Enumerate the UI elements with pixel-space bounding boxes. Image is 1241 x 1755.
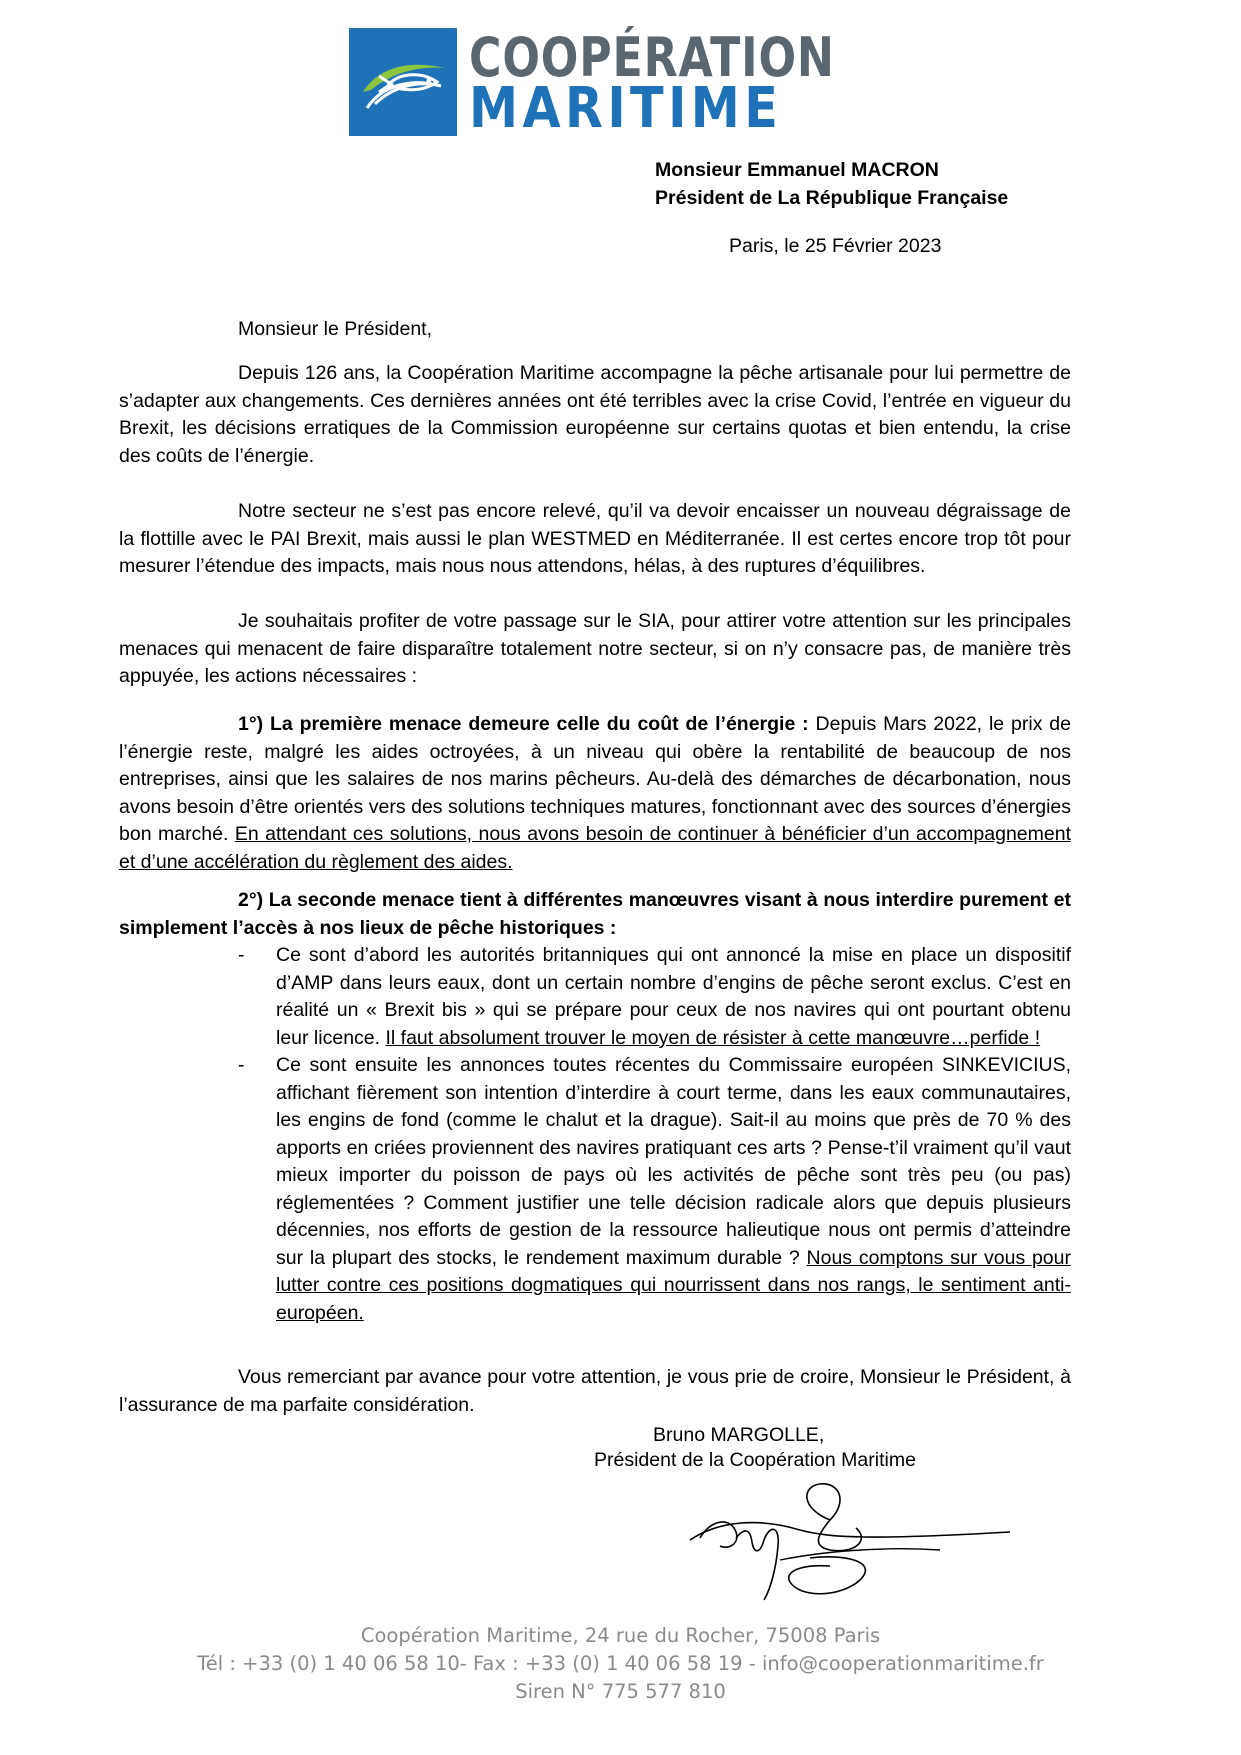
addressee-block — [655, 156, 1008, 212]
fish-logo-icon — [349, 28, 457, 136]
paragraph-1-text: Depuis 126 ans, la Coopération Maritime accompagne la pêche artisanale pour lui permettre de s’adapter aux changements. Ces dernières années ont été terribles avec la crise Covid, l’entrée en vigueur du Brexit, les décisions erratiques de la Commission européenne sur certains quotas et bien entendu, la crise des coûts de l’énergie. — [119, 362, 1071, 467]
addressee-name: Monsieur Emmanuel MACRON — [655, 159, 939, 181]
footer-siren: Siren N° 775 577 810 — [515, 1680, 726, 1703]
footer-address: Coopération Maritime, 24 rue du Rocher, 75008 Paris — [360, 1624, 881, 1647]
logo-text-line1: COOPÉRATION — [469, 26, 835, 89]
first-threat-text: Depuis Mars 2022, le prix de l’énergie reste, malgré les aides octroyées, à un niveau qui obère la rentabilité de beaucoup de nos entreprises, ainsi que les salaires de nos marins pêcheurs. Au-delà des démarches de décarbonation, nous avons besoin d’être orientés vers des solutions techniques matures, fonctionnant avec des sources d’énergies bon marché. — [119, 713, 1071, 845]
paragraph-4-text — [119, 711, 1071, 876]
handwritten-signature — [680, 1480, 1020, 1610]
paragraph-4 — [119, 711, 1071, 876]
paragraph-3 — [119, 608, 1071, 691]
paragraph-5 — [119, 887, 1071, 942]
list-item-2-underline: Nous comptons sur vous pour lutter contre ces positions dogmatiques qui nourrissent dans nos rangs, le sentiment anti-européen. — [276, 1246, 1071, 1324]
second-threat-heading — [119, 887, 1071, 942]
salutation: Monsieur le Président, — [238, 318, 433, 340]
list-item-2-text: Ce sont ensuite les annonces toutes récentes du Commissaire européen SINKEVICIUS, affichant fièrement son intention d’interdire à court terme, dans les eaux communautaires, les engins de fond (comme le chalut et la drague). Sait-il au moins que près de 70 % des apports en criées proviennent des navires pratiquant ces arts ? Pense-t’il vraiment qu’il vaut mieux importer du poisson de pays où les activités de pêche sont très peu (ou pas) réglementées ? Comment justifier une telle décision radicale alors que depuis plusieurs décennies, nos efforts de gestion de la ressource halieutique nous ont permis d’atteindre sur la plupart des stocks, le rendement maximum durable ? — [276, 1054, 1071, 1269]
second-threat-heading-text: 2°) La seconde menace tient à différentes manœuvres visant à nous interdire purement et simplement l’accès à nos lieux de pêche historiques : — [119, 889, 1071, 939]
first-threat-request: En attendant ces solutions, nous avons besoin de continuer à bénéficier d’un accompagnement et d’une accélération du règlement des aides. — [119, 823, 1072, 873]
list-item — [238, 942, 1071, 1052]
first-threat-heading: 1°) La première menace demeure celle du coût de l’énergie : — [238, 713, 809, 735]
paragraph-2-text: Notre secteur ne s’est pas encore relevé, qu’il va devoir encaisser un nouveau dégraissage de la flottille avec le PAI Brexit, mais aussi le plan WESTMED en Méditerranée. Il est certes encore trop tôt pour mesurer l’étendue des impacts, mais nous nous attendons, hélas, à des ruptures d’équilibres. — [119, 500, 1071, 577]
list-dash: - — [238, 944, 245, 966]
list-item — [238, 1052, 1071, 1327]
letterhead-footer — [0, 1622, 1241, 1706]
addressee-title: Président de La République Française — [655, 187, 1009, 209]
signer-name: Bruno MARGOLLE, — [653, 1424, 825, 1446]
company-logo — [349, 26, 835, 141]
closing-text: Vous remerciant par avance pour votre attention, je vous prie de croire, Monsieur le Président, à l’assurance de ma parfaite considération. — [119, 1366, 1071, 1416]
signer-role: Président de la Coopération Maritime — [594, 1449, 916, 1471]
letter-date: Paris, le 25 Février 2023 — [729, 235, 942, 257]
paragraph-1 — [119, 360, 1071, 470]
threat-list — [238, 942, 1071, 1327]
closing-paragraph — [119, 1364, 1071, 1419]
list-item-1-text: Ce sont d’abord les autorités britanniques qui ont annoncé la mise en place un dispositif d’AMP dans leurs eaux, dont un certain nombre d’engins de pêche seront exclus. C’est en réalité un « Brexit bis » qui se prépare pour ceux de nos navires qui ont pourtant obtenu leur licence. — [276, 944, 1071, 1049]
logo-text-line2: MARITIME — [469, 76, 783, 141]
paragraph-3-text: Je souhaitais profiter de votre passage sur le SIA, pour attirer votre attention sur les principales menaces qui menacent de faire disparaître totalement notre secteur, si on n’y consacre pas, de manière très appuyée, les actions nécessaires : — [119, 610, 1071, 687]
footer-contact: Tél : +33 (0) 1 40 06 58 10- Fax : +33 (0) 1 40 06 58 19 - info@cooperationmaritime.fr — [197, 1652, 1044, 1675]
list-dash: - — [238, 1054, 245, 1076]
list-item-1-underline: Il faut absolument trouver le moyen de résister à cette manœuvre…perfide ! — [385, 1026, 1041, 1049]
paragraph-2 — [119, 498, 1071, 581]
